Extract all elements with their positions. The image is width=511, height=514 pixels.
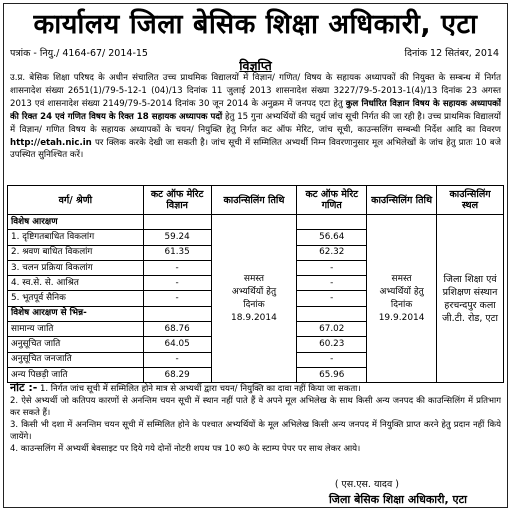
schedule-line: अभ्यर्थियों हेतु <box>379 286 424 297</box>
math-counselling-schedule <box>367 215 437 383</box>
table-header-row <box>8 186 504 215</box>
venue-line: जी.टी. रोड, एटा <box>442 312 498 324</box>
notice-subject: विज्ञप्ति <box>239 58 272 73</box>
header-venue: काउन्सिलिंग स्थल <box>437 186 504 215</box>
schedule-line: समस्त <box>243 273 264 284</box>
math-cutoff-cell: 65.96 <box>297 367 367 382</box>
science-cutoff-cell: 59.24 <box>143 230 211 245</box>
body-text-1: उ.प्र. बेसिक शिक्षा परिषद के अधीन संचालित उच्च प्राथमिक विद्यालयों में विज्ञान/ गणित/ विषय के सहायक अध्यापकों की नियुक्त के सम्बन्ध में निर्गत शासनादेश संख्या 2651(1)/79-5-12-1 (04)/13 दिनांक 11 जुलाई 2013 शासनादेश संख्या 3227/79-5-2013-1(4)/13 दिनांक 23 अगस्त 2013 एवं शासनादेश संख्या 2149/79-5-2014 दिनांक 30 जून 2014 के अनुक्रम में जनपद एटा हेतु <box>10 73 501 109</box>
body-text-2: हेतु 15 गुना अभ्यर्थियों की चतुर्थ जांच सूची निर्गत की जा रही है। उच्च प्राथमिक विद्यालयों में विज्ञान/ गणित विषय के सहायक अध्यापकों के चयन/ नियुक्ति हेतु निर्गत कट ऑफ मेरिट, जांच सूची, काउन्सलिंग सम्बन्धी निर्देश आदि का विवरण <box>10 111 501 135</box>
math-cutoff-cell: - <box>297 352 367 367</box>
note-item: 2. ऐसे अभ्यर्थी जो कतिपय कारणों से अनन्तिम चयन सूची में स्थान नहीं पाते हैं वे अपने मूल अभिलेख के साथ किसी अन्य जनपद की काउन्सिलिंग में प्रतिभाग कर सकते हैं। <box>10 396 501 419</box>
science-cutoff-cell: - <box>143 352 211 367</box>
schedule-date: 19.9.2014 <box>378 312 425 323</box>
category-cell: विशेष आरक्षण <box>8 215 144 230</box>
header-counselling-date-math: काउन्सिलिंग तिथि <box>367 186 437 215</box>
press-release-notice <box>3 3 508 508</box>
category-cell: 4. स्व.से. से. आश्रित <box>8 276 144 291</box>
schedule-line: समस्त <box>391 273 412 284</box>
science-cutoff-cell: - <box>143 260 211 275</box>
category-cell: विशेष आरक्षण से भिन्न- <box>8 306 144 321</box>
cutoff-table <box>7 185 504 383</box>
math-cutoff-cell: 67.02 <box>297 322 367 337</box>
science-cutoff-cell <box>143 215 211 230</box>
science-cutoff-cell: 61.35 <box>143 245 211 260</box>
math-cutoff-cell <box>297 306 367 321</box>
math-cutoff-cell: 62.32 <box>297 245 367 260</box>
category-cell: 1. दृष्टिगतबाधित विकलांग <box>8 230 144 245</box>
header-category: वर्ग/ श्रेणी <box>8 186 144 215</box>
math-cutoff-cell: 60.23 <box>297 337 367 352</box>
schedule-date: 18.9.2014 <box>231 312 277 323</box>
category-cell: 5. भूतपूर्व सैनिक <box>8 291 144 306</box>
signatory-designation: जिला बेसिक शिक्षा अधिकारी, एटा <box>328 493 467 506</box>
counselling-venue <box>437 215 504 383</box>
category-cell: 3. चलन प्रक्रिया विकलांग <box>8 260 144 275</box>
science-cutoff-cell <box>143 306 211 321</box>
science-counselling-schedule <box>211 215 297 383</box>
note-item: 4. काउन्सलिंग में अभ्यर्थी बेवसाइट पर दिये गये दोनों नोटरी शपथ पत्र 10 रू0 के स्टाम्प पेपर पर साथ लेकर आये। <box>10 444 361 455</box>
category-cell: सामान्य जाति <box>8 322 144 337</box>
venue-line: हरचन्दपुर कला <box>444 299 496 311</box>
science-cutoff-cell: 68.29 <box>143 367 211 382</box>
math-cutoff-cell: 56.64 <box>297 230 367 245</box>
math-cutoff-cell <box>297 215 367 230</box>
notes-label: नोट :- <box>10 382 38 394</box>
signatory-name: ( एस.एस. यादव ) <box>334 479 399 490</box>
science-cutoff-cell: 64.05 <box>143 337 211 352</box>
header-counselling-date-science: काउन्सिलिंग तिथि <box>211 186 297 215</box>
venue-line: जिला शिक्षा एवं <box>443 273 497 285</box>
reference-number: पत्रांक - नियु./ 4164-67/ 2014-15 <box>10 48 148 59</box>
note-item: 1. निर्गत जांच सूची में सम्मिलित होने मात्र से अभ्यर्थी द्वारा चयन/ नियुक्ति का दावा नहीं किया जा सकता। <box>40 384 361 394</box>
office-title: कार्यालय जिला बेसिक शिक्षा अधिकारी, एटा <box>33 9 478 40</box>
category-cell: 2. श्रवण बाधित विकलांग <box>8 245 144 260</box>
table-row <box>8 215 504 230</box>
category-cell: अन्य पिछड़ी जाति <box>8 367 144 382</box>
math-cutoff-cell: - <box>297 291 367 306</box>
category-cell: अनुसूचित जाति <box>8 337 144 352</box>
body-text-3: पर क्लिक करके देखी जा सकती है। जांच सूची में सम्मिलित अभ्यर्थी निम्न विवरणानुसार मूल अभिलेखों के जांच हेतु प्रातः 10 बजे उपस्थित सुनिश्चित करें। <box>10 137 501 161</box>
schedule-line: दिनांक <box>243 299 265 310</box>
header-cutoff-science: कट ऑफ मेरिट विज्ञान <box>143 186 211 215</box>
science-cutoff-cell: - <box>143 276 211 291</box>
category-cell: अनुसूचित जनजाति <box>8 352 144 367</box>
note-item: 3. किसी भी दशा में अनन्तिम चयन सूची में सम्मिलित होने के पश्चात अभ्यर्थियों के मूल अभिलेख किसी अन्य जनपद में नियुक्ति प्राप्त करने हेतु प्रदान नहीं किये जायेंगे। <box>10 420 501 443</box>
schedule-line: अभ्यर्थियों हेतु <box>231 286 277 297</box>
website-link[interactable]: http://etah.nic.in <box>10 137 92 148</box>
notice-date: दिनांक 12 सितंबर, 2014 <box>404 48 499 59</box>
notes-section <box>10 382 501 474</box>
venue-line: प्रशिक्षण संस्थान <box>442 286 498 298</box>
body-bold-posts: कुल निर्धारित विज्ञान विषय के सहायक अध्यापकों की रिक्त 24 एवं गणित विषय के रिक्त 18 सहायक अध्यापक पदों <box>10 98 501 122</box>
science-cutoff-cell: - <box>143 291 211 306</box>
math-cutoff-cell: - <box>297 276 367 291</box>
header-cutoff-math: कट ऑफ मेरिट गणित <box>297 186 367 215</box>
schedule-line: दिनांक <box>390 299 413 310</box>
notice-body <box>10 72 501 176</box>
math-cutoff-cell: - <box>297 260 367 275</box>
science-cutoff-cell: 68.76 <box>143 322 211 337</box>
